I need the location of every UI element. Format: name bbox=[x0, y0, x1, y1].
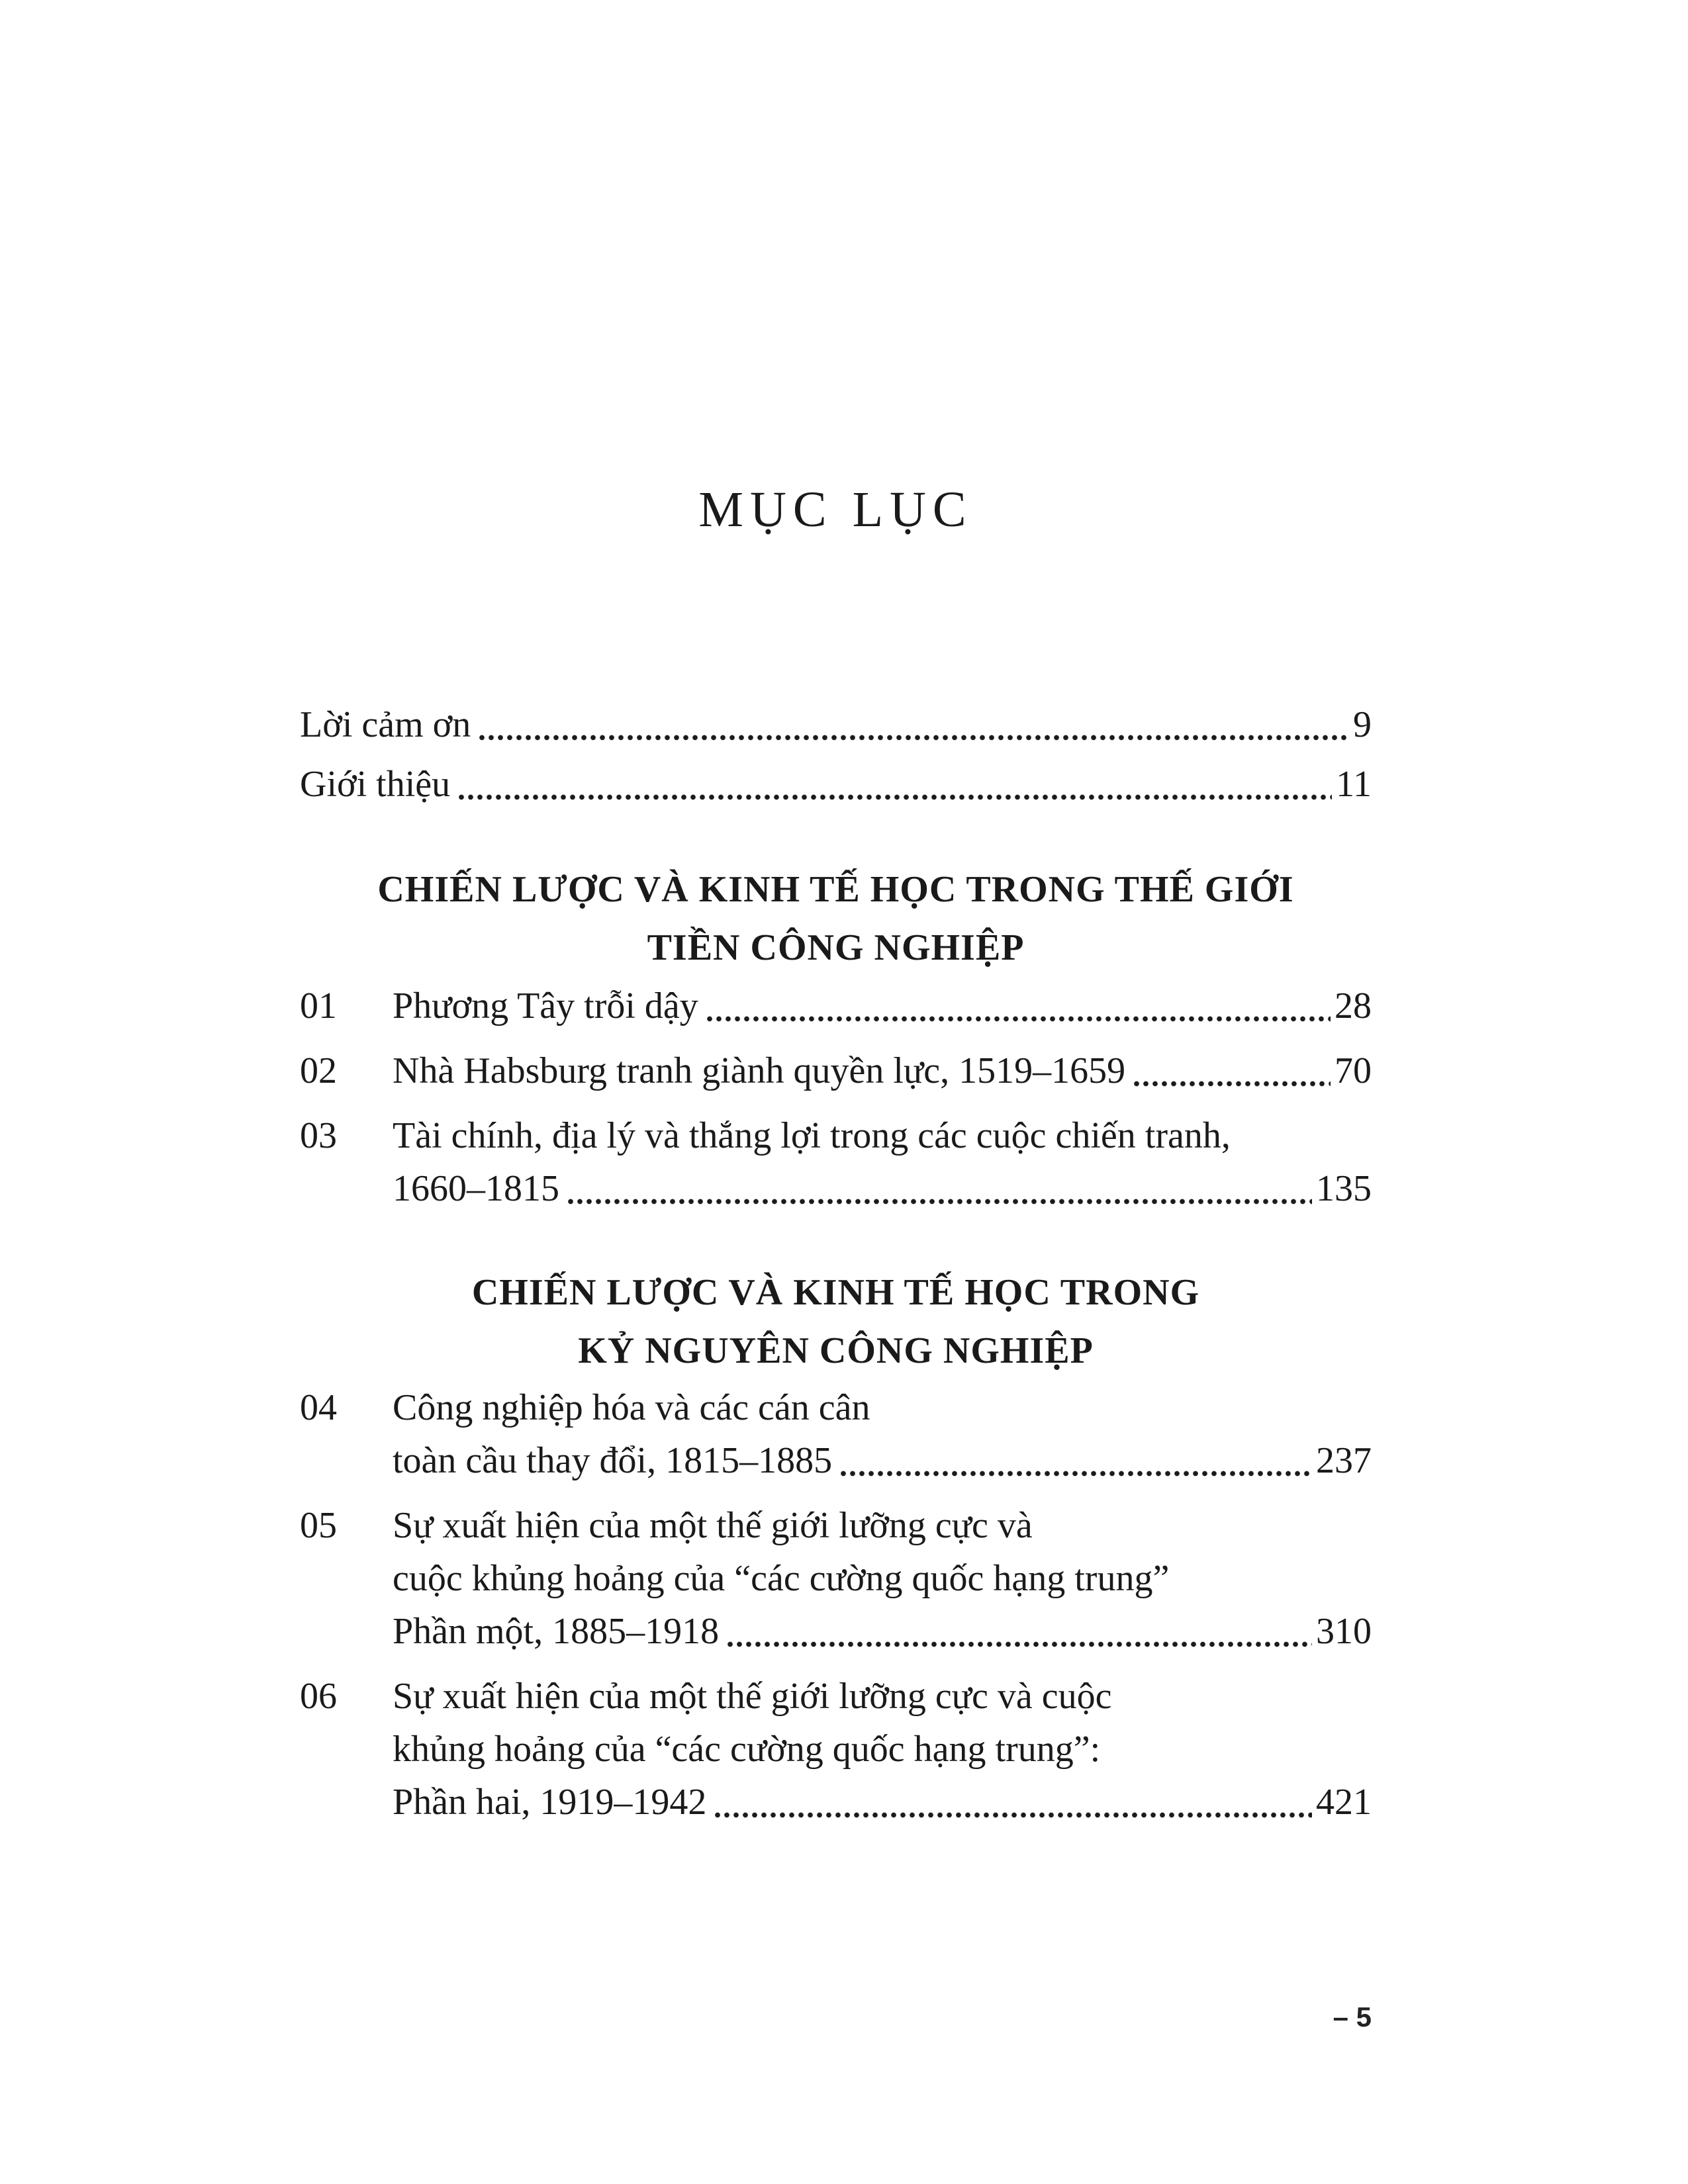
dot-leader bbox=[839, 1471, 1312, 1477]
chapter-title: Sự xuất hiện của một thế giới lưỡng cực và cuộc bbox=[393, 1676, 1112, 1717]
section-heading bbox=[300, 1263, 1372, 1380]
toc-entry bbox=[300, 979, 1372, 1032]
chapter-title-continued: cuộc khủng hoảng của “các cường quốc hạng trung” bbox=[393, 1558, 1170, 1599]
entry-line bbox=[393, 1552, 1372, 1605]
section-heading-line: CHIẾN LƯỢC VÀ KINH TẾ HỌC TRONG THẾ GIỚI bbox=[377, 869, 1294, 910]
chapter-title: Tài chính, địa lý và thắng lợi trong các cuộc chiến tranh, bbox=[393, 1115, 1231, 1156]
chapter-number: 06 bbox=[300, 1676, 337, 1717]
entry-line bbox=[393, 1499, 1372, 1552]
entry-line bbox=[393, 1776, 1372, 1829]
chapter-title-continued: khủng hoảng của “các cường quốc hạng trung”: bbox=[393, 1729, 1101, 1770]
chapter-number: 05 bbox=[300, 1505, 337, 1546]
toc-page-content bbox=[300, 0, 1372, 1829]
chapter-number: 02 bbox=[300, 1050, 337, 1091]
entry-body bbox=[393, 979, 1372, 1032]
chapter-title: Công nghiệp hóa và các cán cân bbox=[393, 1387, 870, 1428]
entry-line bbox=[393, 1162, 1372, 1215]
section-heading-line: CHIẾN LƯỢC VÀ KINH TẾ HỌC TRONG bbox=[471, 1272, 1200, 1313]
chapter-title: Nhà Habsburg tranh giành quyền lực, 1519–1659 bbox=[393, 1050, 1126, 1091]
page-number: 28 bbox=[1335, 985, 1372, 1026]
page-number: 11 bbox=[1336, 764, 1372, 805]
page-number: 9 bbox=[1353, 704, 1372, 745]
entry-body bbox=[393, 1109, 1372, 1215]
page-number: 310 bbox=[1316, 1611, 1372, 1652]
dot-leader bbox=[1132, 1081, 1331, 1087]
entry-line bbox=[393, 1434, 1372, 1487]
page-number: 421 bbox=[1316, 1782, 1372, 1823]
toc-entry bbox=[300, 1109, 1372, 1215]
entry-line bbox=[393, 1605, 1372, 1658]
entry-body bbox=[393, 1670, 1372, 1829]
toc-front-item bbox=[300, 758, 1372, 811]
page-number: 237 bbox=[1316, 1440, 1372, 1481]
entry-body bbox=[393, 1381, 1372, 1487]
chapter-title-continued: 1660–1815 bbox=[393, 1168, 559, 1209]
chapter-number: 03 bbox=[300, 1115, 337, 1156]
front-item-label: Lời cảm ơn bbox=[300, 704, 471, 745]
chapter-title-continued: Phần một, 1885–1918 bbox=[393, 1611, 720, 1652]
section-heading-line: KỶ NGUYÊN CÔNG NGHIỆP bbox=[578, 1330, 1094, 1371]
entry-line bbox=[393, 1381, 1372, 1434]
footer-page-number: – 5 bbox=[1333, 2001, 1372, 2032]
chapter-number: 04 bbox=[300, 1387, 337, 1428]
entry-line bbox=[393, 979, 1372, 1032]
toc-front-item bbox=[300, 698, 1372, 751]
toc-entry bbox=[300, 1499, 1372, 1658]
front-matter-list bbox=[300, 698, 1372, 811]
toc-entry bbox=[300, 1670, 1372, 1829]
page-title: MỤC LỤC bbox=[698, 482, 973, 537]
page-number: 135 bbox=[1316, 1168, 1372, 1209]
page-number: 70 bbox=[1335, 1050, 1372, 1091]
section-heading bbox=[300, 860, 1372, 977]
dot-leader bbox=[713, 1812, 1312, 1818]
entry-line bbox=[393, 1044, 1372, 1097]
chapter-title: Phương Tây trỗi dậy bbox=[393, 985, 698, 1026]
toc-entry bbox=[300, 1044, 1372, 1097]
toc-entry bbox=[300, 1381, 1372, 1487]
chapter-title: Sự xuất hiện của một thế giới lưỡng cực và bbox=[393, 1505, 1033, 1546]
dot-leader bbox=[705, 1016, 1331, 1022]
entry-line bbox=[393, 1670, 1372, 1723]
dot-leader bbox=[457, 794, 1332, 800]
entry-body bbox=[393, 1499, 1372, 1658]
dot-leader bbox=[477, 735, 1349, 741]
entry-body bbox=[393, 1044, 1372, 1097]
dot-leader bbox=[566, 1199, 1312, 1205]
entry-line bbox=[393, 1723, 1372, 1776]
section-heading-line: TIỀN CÔNG NGHIỆP bbox=[647, 927, 1025, 968]
chapter-number: 01 bbox=[300, 985, 337, 1026]
chapter-title-continued: Phần hai, 1919–1942 bbox=[393, 1782, 707, 1823]
dot-leader bbox=[726, 1641, 1312, 1647]
entry-line bbox=[393, 1109, 1372, 1162]
front-item-label: Giới thiệu bbox=[300, 764, 451, 805]
chapter-title-continued: toàn cầu thay đổi, 1815–1885 bbox=[393, 1440, 833, 1481]
